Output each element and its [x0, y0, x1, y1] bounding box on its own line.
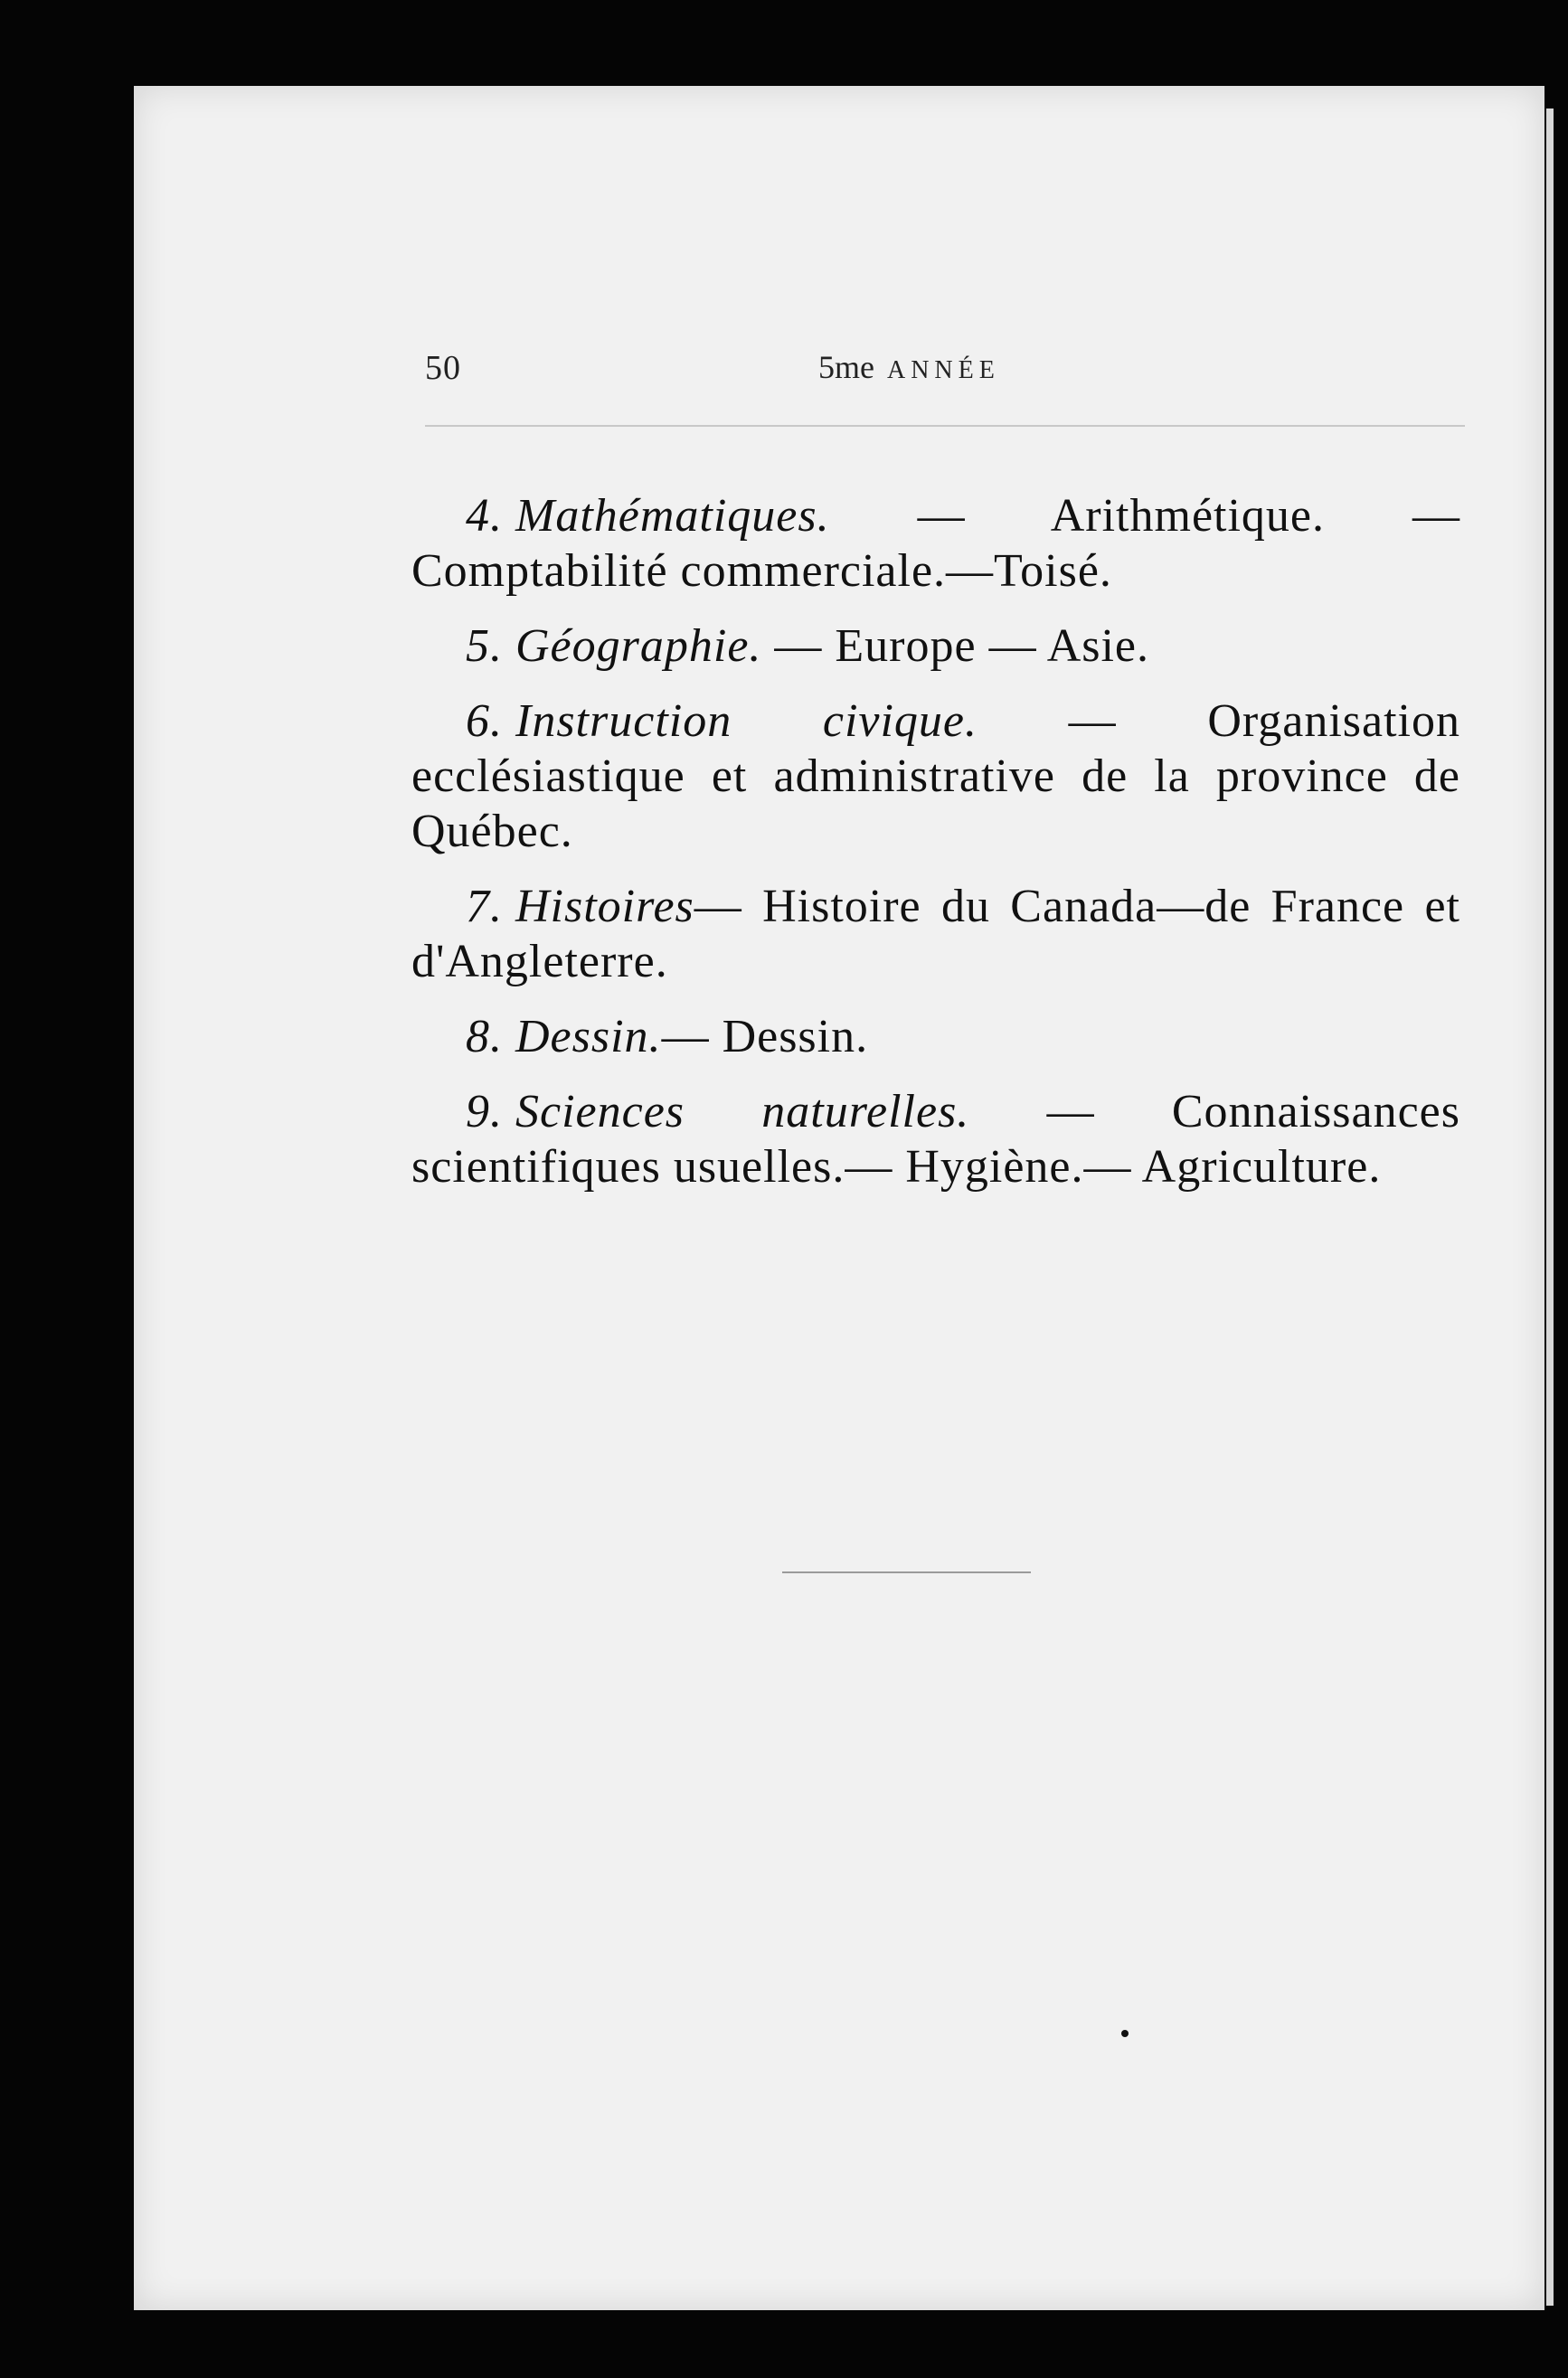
entry-number: 6. — [466, 695, 503, 747]
entry-histoires — [411, 879, 1460, 989]
entry-instruction-civique — [411, 694, 1460, 859]
entry-subject: Instruction civique. — [515, 695, 978, 747]
running-head — [425, 348, 1465, 393]
section-end-rule — [782, 1571, 1031, 1573]
entry-geographie — [411, 618, 1460, 674]
entry-subject: Sciences naturelles. — [515, 1086, 970, 1137]
entry-content: — Organisation ecclésiastique et administrative de la province de Québec. — [411, 695, 1460, 857]
running-title-word: ANNÉE — [886, 356, 1000, 384]
running-title-superscript: me — [835, 349, 874, 385]
entry-dessin — [411, 1009, 1460, 1064]
adjacent-page-edge — [1546, 109, 1554, 2306]
entry-content: — Europe — Asie. — [774, 620, 1150, 672]
entry-number: 8. — [466, 1011, 503, 1062]
entry-content: — Histoire du Canada—de France et d'Angleterre. — [411, 881, 1460, 987]
entry-number: 5. — [466, 620, 503, 672]
entry-content: — Dessin. — [661, 1011, 869, 1062]
page-number: 50 — [425, 349, 461, 387]
entry-number: 7. — [466, 881, 503, 932]
running-title — [818, 348, 1000, 386]
entry-number: 4. — [466, 490, 503, 542]
entry-number: 9. — [466, 1086, 503, 1137]
entry-subject: Mathématiques. — [515, 490, 830, 542]
entry-content: — Connaissances scientifiques usuelles.— Hygiène.— Agriculture. — [411, 1086, 1460, 1193]
running-title-number: 5 — [818, 349, 835, 385]
curriculum-list — [411, 488, 1460, 1214]
entry-sciences-naturelles — [411, 1084, 1460, 1194]
ink-speck — [1121, 2030, 1129, 2037]
header-rule — [425, 425, 1465, 427]
entry-subject: Histoires — [515, 881, 694, 932]
entry-subject: Dessin. — [515, 1011, 662, 1062]
entry-mathematiques — [411, 488, 1460, 599]
entry-subject: Géographie. — [515, 620, 762, 672]
entry-content: — Arithmétique. — Comptabilité commerciale.—Toisé. — [411, 490, 1460, 597]
